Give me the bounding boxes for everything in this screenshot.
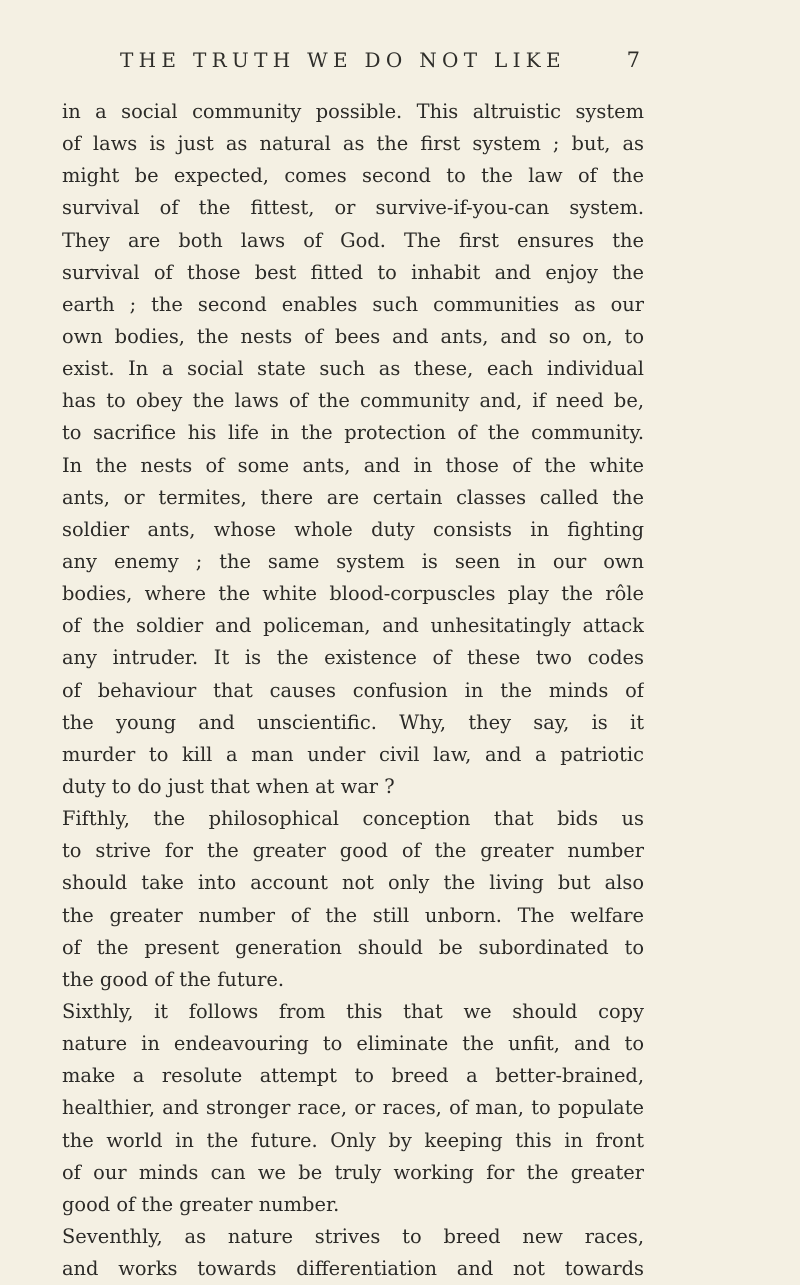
text-line: healthier, and stronger race, or races, of man, to populate	[62, 1096, 644, 1120]
text-line: nature in endeavouring to eliminate the unfit, and to	[62, 1032, 644, 1056]
text-line: the greater number of the still unborn. The welfare	[62, 903, 644, 927]
text-line: Fifthly, the philosophical conception that bids us	[62, 807, 644, 831]
text-line: the good of the future.	[62, 967, 285, 991]
text-line: to strive for the greater good of the greater number	[62, 839, 644, 863]
text-line: Seventhly, as nature strives to breed new races,	[62, 1224, 644, 1248]
text-line: earth ; the second enables such communities as our	[62, 292, 644, 316]
text-line: bodies, where the white blood-corpuscles play the rôle	[62, 582, 644, 606]
text-line: survival of the fittest, or survive-if-you-can system.	[62, 196, 644, 220]
running-head	[90, 48, 650, 78]
text-line: of behaviour that causes confusion in the minds of	[62, 678, 644, 702]
text-line: They are both laws of God. The first ensures the	[62, 228, 644, 252]
text-line: exist. In a social state such as these, each individual	[62, 357, 644, 381]
text-line: to sacrifice his life in the protection of the community.	[62, 421, 644, 445]
text-line: survival of those best fitted to inhabit and enjoy the	[62, 260, 644, 284]
text-line: of laws is just as natural as the first system ; but, as	[62, 132, 644, 156]
page-number: 7	[626, 48, 640, 72]
text-line: the world in the future. Only by keeping this in front	[62, 1128, 644, 1152]
running-title: THE TRUTH WE DO NOT LIKE	[120, 48, 566, 72]
text-line: own bodies, the nests of bees and ants, and so on, to	[62, 324, 644, 348]
text-line: has to obey the laws of the community and, if need be,	[62, 389, 644, 413]
body-text	[62, 96, 644, 1285]
text-line: might be expected, comes second to the law of the	[62, 164, 644, 188]
text-line: any intruder. It is the existence of these two codes	[62, 646, 644, 670]
text-line: soldier ants, whose whole duty consists in fighting	[62, 517, 644, 541]
text-line: In the nests of some ants, and in those of the white	[62, 453, 644, 477]
text-line: murder to kill a man under civil law, and a patriotic	[62, 742, 644, 766]
text-line: and works towards differentiation and not towards	[62, 1257, 644, 1281]
text-line: of the present generation should be subordinated to	[62, 935, 644, 959]
text-line: should take into account not only the living but also	[62, 871, 644, 895]
text-line: good of the greater number.	[62, 1192, 340, 1216]
text-line: of the soldier and policeman, and unhesitatingly attack	[62, 614, 644, 638]
text-line: Sixthly, it follows from this that we should copy	[62, 999, 644, 1023]
text-line: ants, or termites, there are certain classes called the	[62, 485, 644, 509]
text-line: duty to do just that when at war ?	[62, 774, 395, 798]
text-line: the young and unscientific. Why, they say, is it	[62, 710, 644, 734]
text-line: make a resolute attempt to breed a better-brained,	[62, 1064, 644, 1088]
text-line: in a social community possible. This altruistic system	[62, 100, 644, 123]
text-line: any enemy ; the same system is seen in our own	[62, 549, 644, 573]
text-line: of our minds can we be truly working for the greater	[62, 1160, 644, 1184]
